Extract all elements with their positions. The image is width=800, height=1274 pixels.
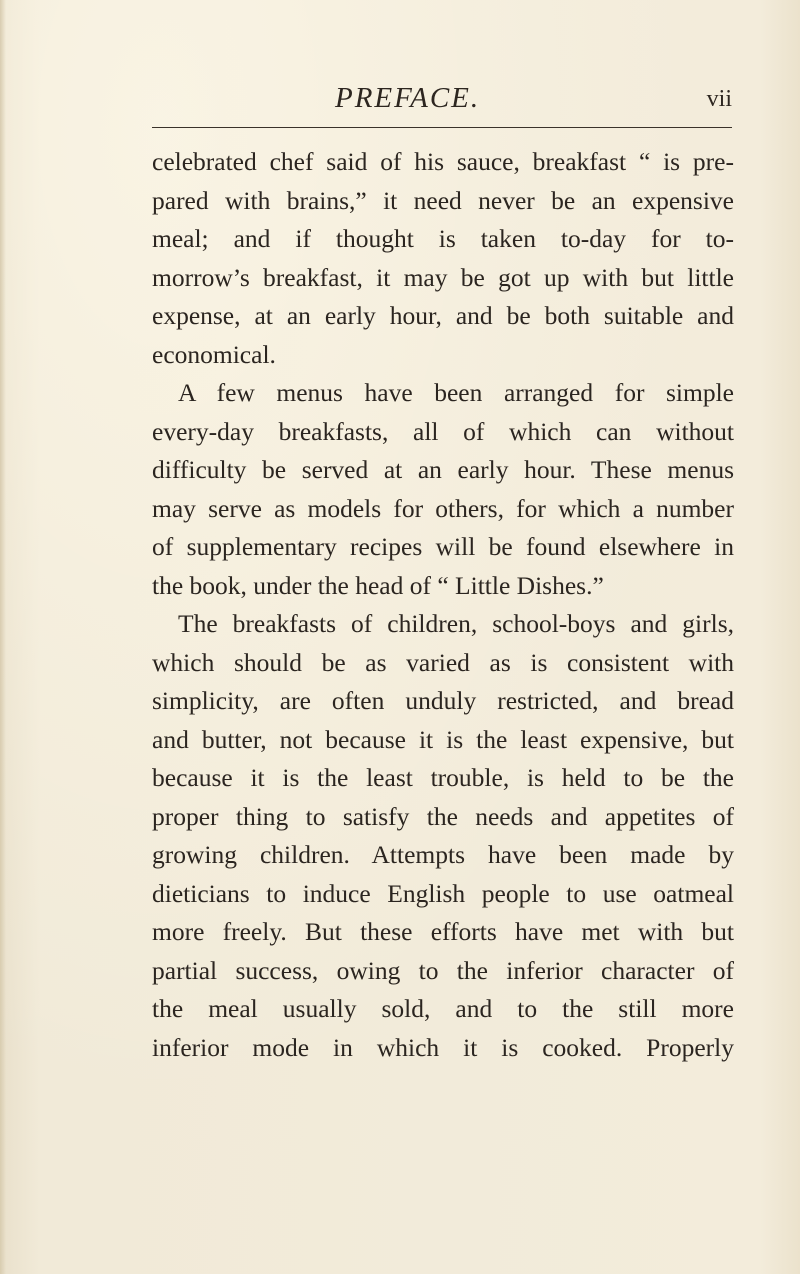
- text-line: growing children. Attempts have been made by: [152, 840, 734, 869]
- text-line: because it is the least trouble, is held to be the: [152, 763, 734, 792]
- text-line: more freely. But these efforts have met with but: [152, 917, 734, 946]
- text-line: the meal usually sold, and to the still more: [152, 994, 734, 1023]
- text-line: inferior mode in which it is cooked. Properly: [152, 1032, 734, 1062]
- text-line: economical.: [152, 339, 276, 369]
- text-line: may serve as models for others, for which a number: [152, 493, 734, 523]
- text-line: A few menus have been arranged for simple: [178, 378, 734, 407]
- page-number: vii: [706, 86, 732, 112]
- text-line: morrow’s breakfast, it may be got up with but little: [152, 262, 734, 292]
- text-line: expense, at an early hour, and be both suitable and: [152, 301, 734, 330]
- text-line: meal; and if thought is taken to-day for to-: [152, 224, 734, 253]
- text-line: the book, under the head of “ Little Dishes.”: [152, 570, 604, 600]
- text-line: and butter, not because it is the least expensive, but: [152, 724, 734, 754]
- text-line: which should be as varied as is consistent with: [152, 647, 734, 677]
- page-header: [152, 82, 732, 122]
- text-line: The breakfasts of children, school-boys and girls,: [178, 609, 734, 638]
- text-line: partial success, owing to the inferior character of: [152, 955, 734, 985]
- body-text: [152, 143, 734, 1067]
- text-line: celebrated chef said of his sauce, breakfast “ is pre-: [152, 147, 734, 176]
- text-line: simplicity, are often unduly restricted, and bread: [152, 686, 734, 715]
- page-edge-shadow: [0, 0, 6, 1274]
- text-line: of supplementary recipes will be found elsewhere in: [152, 532, 734, 561]
- header-rule: [152, 127, 732, 128]
- text-line: pared with brains,” it need never be an expensive: [152, 185, 734, 215]
- running-head: PREFACE.: [335, 82, 481, 114]
- text-line: dieticians to induce English people to use oatmeal: [152, 878, 734, 908]
- text-line: proper thing to satisfy the needs and appetites of: [152, 801, 734, 831]
- text-line: difficulty be served at an early hour. These menus: [152, 455, 734, 484]
- text-line: every-day breakfasts, all of which can without: [152, 416, 734, 446]
